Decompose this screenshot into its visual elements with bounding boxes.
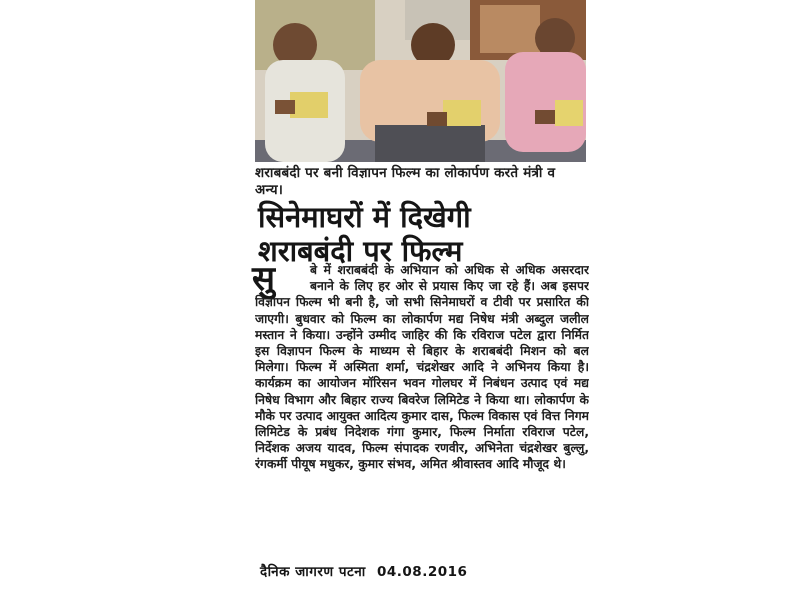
article-body [255, 262, 589, 552]
headline [258, 200, 588, 268]
drop-cap-spacer [255, 262, 310, 294]
headline-line-2: शराबबंदी पर फिल्म [258, 234, 463, 268]
article-body-text: बे में शराबबंदी के अभियान को अधिक से अधिक असरदार बनाने के लिए हर ओर से प्रयास किए जा रहे हैं। अब इसपर विज्ञापन फिल्म भी बनी है, जो सभी सिनेमाघरों व टीवी पर प्रसारित की जाएगी। बुधवार को फिल्म का लोकार्पण मद्य निषेध मंत्री अब्दुल जलील मस्तान ने किया। उन्होंने उम्मीद जाहिर की कि रविराज पटेल द्वारा निर्मित इस विज्ञापन फिल्म के माध्यम से बिहार के शराबबंदी मिशन को बल मिलेगा। फिल्म में अस्मिता शर्मा, चंद्रशेखर आदि ने अभिनय किया है। कार्यक्रम का आयोजन मॉरिसन भवन गोलघर में निबंधन उत्पाद एवं मद्य निषेध विभाग और बिहार राज्य बिवरेज लिमिटेड ने किया था। लोकार्पण के मौके पर उत्पाद आयुक्त आदित्य कुमार दास, फिल्म विकास एवं वित्त निगम लिमिटेड के प्रबंध निदेशक गंगा कुमार, फिल्म निर्माता रविराज पटेल, निर्देशक अजय यादव, फिल्म संपादक रणवीर, अभिनेता चंद्रशेखर बुल्लु, रंगकर्मी पीयूष मधुकर, कुमार संभव, अमित श्रीवास्तव आदि मौजूद थे। [255, 263, 589, 472]
news-photo-image [255, 0, 586, 162]
headline-line-1: सिनेमाघरों में दिखेगी [258, 200, 471, 234]
newspaper-clipping [250, 0, 590, 600]
newspaper-name: दैनिक जागरण पटना [260, 564, 366, 580]
publication-date: 04.08.2016 [377, 564, 468, 580]
drop-cap: सु [252, 259, 275, 299]
news-photo [255, 0, 586, 162]
source-line [260, 562, 590, 580]
photo-caption: शराबबंदी पर बनी विज्ञापन फिल्म का लोकार्पण करते मंत्री व अन्य। [255, 165, 556, 198]
